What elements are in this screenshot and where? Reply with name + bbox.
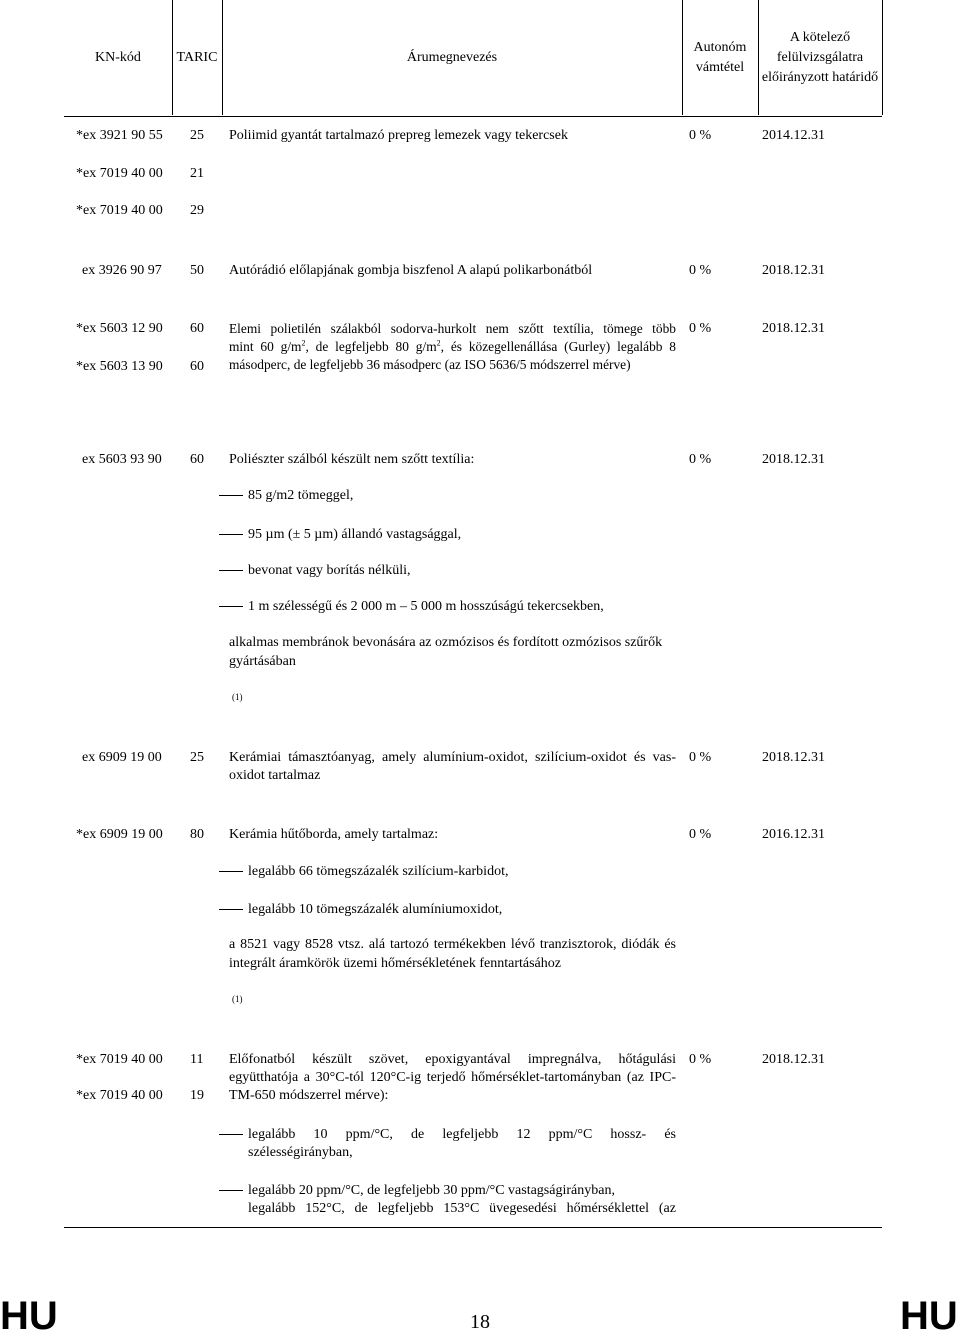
dash-bullet — [219, 495, 243, 496]
header-divider — [682, 0, 683, 115]
list-item: legalább 152°C, de legfeljebb 153°C üvegesedési hőmérséklettel (az — [248, 1201, 676, 1216]
kn-code: *ex 7019 40 00 — [76, 166, 163, 181]
list-item: legalább 10 tömegszázalék alumíniumoxidot, — [248, 902, 503, 917]
dash-bullet — [219, 909, 243, 910]
kn-code: *ex 7019 40 00 — [76, 1088, 163, 1103]
footnote-ref: (1) — [232, 692, 243, 702]
taric-code: 29 — [190, 203, 204, 218]
kn-code: *ex 3921 90 55 — [76, 128, 163, 143]
review-date: 2018.12.31 — [762, 321, 825, 336]
product-description: Autórádió előlapjának gombja biszfenol A alapú polikarbonátból — [229, 263, 593, 278]
taric-code: 60 — [190, 452, 204, 467]
footer-language-code-right: HU — [900, 1294, 958, 1338]
list-item: alkalmas membránok bevonására az ozmózisos és fordított ozmózisos szűrők — [229, 635, 663, 650]
review-date: 2016.12.31 — [762, 827, 825, 842]
header-bottom-rule — [64, 116, 882, 117]
taric-code: 50 — [190, 263, 204, 278]
dash-bullet — [219, 871, 243, 872]
header-review-date: A kötelező felülvizsgálatra előirányzott határidő — [761, 29, 879, 85]
product-description: Előfonatból készült szövet, epoxigyantával impregnálva, hőtágulási együtthatója a 30°C-tól 120°C-ig terjedő hőmérséklet-tartományban (az IPC- TM-650 módszerrel mérve): — [229, 1052, 676, 1103]
dash-bullet — [219, 1134, 243, 1135]
taric-code: 21 — [190, 166, 204, 181]
product-description: Kerámiai támasztóanyag, amely alumínium-oxidot, szilícium-oxidot és vas- oxidot tartalmaz — [229, 750, 676, 783]
duty-rate: 0 % — [689, 452, 712, 467]
product-description: Kerámia hűtőborda, amely tartalmaz: — [229, 827, 439, 842]
kn-code: ex 5603 93 90 — [82, 452, 162, 467]
footer-language-code-left: HU — [0, 1294, 58, 1338]
header-autonomous-duty: Autonóm vámtétel — [693, 39, 747, 75]
header-divider — [882, 0, 883, 115]
duty-rate: 0 % — [689, 750, 712, 765]
taric-code: 25 — [190, 128, 204, 143]
kn-code: *ex 5603 12 90 — [76, 321, 163, 336]
review-date: 2018.12.31 — [762, 452, 825, 467]
review-date: 2018.12.31 — [762, 1052, 825, 1067]
taric-code: 11 — [190, 1052, 204, 1067]
kn-code: *ex 7019 40 00 — [76, 203, 163, 218]
dash-bullet — [219, 1190, 243, 1191]
duty-rate: 0 % — [689, 263, 712, 278]
review-date: 2018.12.31 — [762, 263, 825, 278]
kn-code: ex 3926 90 97 — [82, 263, 162, 278]
header-taric: TARIC — [176, 49, 218, 65]
kn-code: *ex 6909 19 00 — [76, 827, 163, 842]
taric-code: 60 — [190, 359, 204, 374]
kn-code: *ex 7019 40 00 — [76, 1052, 163, 1067]
product-description: Poliészter szálból készült nem szőtt textília: — [229, 452, 475, 467]
dash-bullet — [219, 606, 243, 607]
list-item: 95 µm (± 5 µm) állandó vastagsággal, — [248, 527, 462, 542]
duty-rate: 0 % — [689, 321, 712, 336]
list-item: szélességirányban, — [248, 1145, 353, 1160]
duty-rate: 0 % — [689, 827, 712, 842]
duty-rate: 0 % — [689, 128, 712, 143]
taric-code: 25 — [190, 750, 204, 765]
review-date: 2014.12.31 — [762, 128, 825, 143]
header-kn-code: KN-kód — [95, 49, 141, 65]
list-item: 85 g/m2 tömeggel, — [248, 488, 354, 503]
taric-code: 60 — [190, 321, 204, 336]
list-item: legalább 10 ppm/°C, de legfeljebb 12 ppm/°C hossz- és — [248, 1127, 676, 1142]
taric-code: 19 — [190, 1088, 204, 1103]
list-item: bevonat vagy borítás nélküli, — [248, 563, 411, 578]
list-item: integrált áramkörök üzemi hőmérsékletének fenntartásához — [229, 956, 561, 971]
list-item: legalább 20 ppm/°C, de legfeljebb 30 ppm/°C vastagságirányban, — [248, 1183, 615, 1198]
dash-bullet — [219, 534, 243, 535]
footnote-ref: (1) — [232, 994, 243, 1004]
taric-code: 80 — [190, 827, 204, 842]
header-description: Árumegnevezés — [406, 49, 498, 65]
header-divider — [222, 0, 223, 115]
table-bottom-rule — [64, 1227, 882, 1228]
list-item: 1 m szélességű és 2 000 m – 5 000 m hosszúságú tekercsekben, — [248, 599, 604, 614]
list-item: gyártásában — [229, 654, 296, 669]
duty-rate: 0 % — [689, 1052, 712, 1067]
product-description: Elemi polietilén szálakból sodorva-hurkolt nem szőtt textília, tömege több mint 60 $g/m^2$, de legfeljebb 80 $g/m^2$, és közegellenállása (Gurley) legalább 8 másodperc, de legfeljebb 36 másodperc (az ISO 5636/5 módszerrel mérve) — [229, 321, 676, 372]
list-item: legalább 66 tömegszázalék szilícium-karbidot, — [248, 864, 509, 879]
page-number: 18 — [470, 1311, 490, 1333]
kn-code: *ex 5603 13 90 — [76, 359, 163, 374]
product-description: Poliimid gyantát tartalmazó prepreg lemezek vagy tekercsek — [229, 128, 568, 143]
header-divider — [758, 0, 759, 115]
list-item: a 8521 vagy 8528 vtsz. alá tartozó termékekben lévő tranzisztorok, diódák és — [229, 937, 676, 952]
header-divider — [172, 0, 173, 115]
kn-code: ex 6909 19 00 — [82, 750, 162, 765]
review-date: 2018.12.31 — [762, 750, 825, 765]
dash-bullet — [219, 570, 243, 571]
